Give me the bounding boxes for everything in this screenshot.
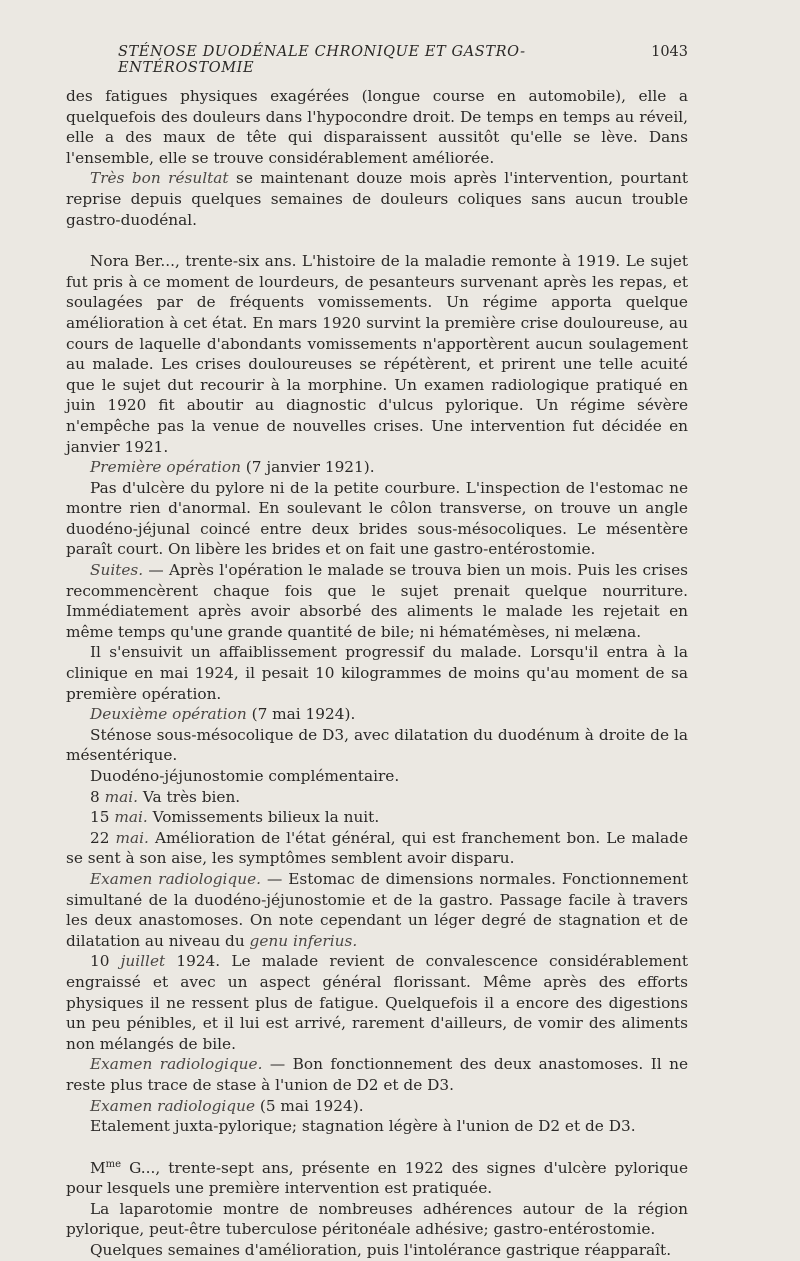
paragraph-text: (7 mai 1924). bbox=[246, 705, 356, 724]
paragraph: Duodéno-jéjunostomie complémentaire. bbox=[90, 767, 400, 785]
paragraph bbox=[66, 560, 688, 642]
paragraph-text: (5 mai 1924). bbox=[255, 1096, 364, 1115]
emphasis: Deuxième opération bbox=[90, 705, 247, 724]
emphasis: mai. bbox=[104, 787, 138, 806]
section-gap bbox=[66, 1137, 688, 1158]
paragraph: La laparotomie montre de nombreuses adhérences autour de la région pylorique, peut-être tuberculose péritonéale adhésive; gastro-entérostomie. bbox=[66, 1199, 688, 1239]
paragraph-text: (7 janvier 1921). bbox=[240, 458, 375, 477]
paragraph bbox=[66, 828, 688, 869]
date-day: 22 bbox=[90, 828, 116, 847]
emphasis: Examen radiologique bbox=[90, 1096, 255, 1115]
paragraph-text: G..., trente-sept ans, présente en 1922 des signes d'ulcère pylorique pour lesquels une première intervention est pratiquée. bbox=[66, 1158, 688, 1198]
paragraph bbox=[66, 951, 688, 1054]
paragraph: Pas d'ulcère du pylore ni de la petite courbure. L'inspection de l'estomac ne montre rien d'anormal. En soulevant le côlon transverse, on trouve un angle duodéno-jéjunal coincé entre deux brides sous-mésocoliques. Le mésentère paraît court. On libère les brides et on fait une gastro-entérostomie. bbox=[66, 478, 688, 559]
paragraph bbox=[66, 869, 688, 951]
paragraph bbox=[66, 807, 688, 828]
emphasis: mai. bbox=[114, 808, 148, 827]
paragraph: des fatigues physiques exagérées (longue course en automobile), elle a quelquefois des douleurs dans l'hypocondre droit. De temps en temps au réveil, elle a des maux de tête qui disparaissent aussitôt qu'elle se lève. Dans l'ensemble, elle se trouve considérablement améliorée. bbox=[66, 87, 688, 167]
paragraph bbox=[66, 457, 688, 478]
emphasis: Suites. bbox=[90, 561, 144, 580]
paragraph: Quelques semaines d'amélioration, puis l'intolérance gastrique réapparaît. bbox=[90, 1241, 672, 1260]
paragraph bbox=[66, 168, 688, 230]
paragraph: Sténose sous-mésocolique de D3, avec dilatation du duodénum à droite de la mésentérique. bbox=[66, 725, 688, 765]
paragraph: Il s'ensuivit un affaiblissement progressif du malade. Lorsqu'il entra à la clinique en mai 1924, il pesait 10 kilogrammes de moins qu'au moment de sa première opération. bbox=[66, 643, 688, 703]
running-title: STÉNOSE DUODÉNALE CHRONIQUE ET GASTRO-ENTÉROSTOMIE bbox=[118, 44, 526, 76]
paragraph-text: Vomissements bilieux la nuit. bbox=[147, 808, 380, 827]
date-day: 10 bbox=[90, 952, 121, 971]
emphasis: Examen radiologique. bbox=[90, 1055, 263, 1074]
running-header bbox=[118, 44, 688, 76]
paragraph bbox=[66, 704, 688, 725]
paragraph: Etalement juxta-pylorique; stagnation légère à l'union de D2 et de D3. bbox=[90, 1117, 636, 1136]
paragraph-text: se maintenant douze mois après l'intervention, pourtant reprise depuis quelques semaines de douleurs coliques sans aucun trouble gastro-duodénal. bbox=[66, 169, 688, 229]
paragraph-text: 1924. Le malade revient de convalescence considérablement engraissé et avec un aspect général florissant. Même après des efforts physiques il ne ressent plus de fatigue. Quelquefois il a encore des digestions un peu pénibles, et il lui est arrivé, rarement d'ailleurs, de vomir des aliments non mélangés de bile. bbox=[66, 952, 689, 1053]
case-paragraph bbox=[66, 1158, 688, 1199]
emphasis: Examen radiologique. bbox=[90, 869, 261, 888]
section-gap bbox=[66, 230, 688, 251]
emphasis: mai. bbox=[115, 828, 149, 847]
case-paragraph: Nora Ber..., trente-six ans. L'histoire de la maladie remonte à 1919. Le sujet fut pris à ce moment de lourdeurs, de pesanteurs survenant après les repas, et soulagées par de fréquents vomissements. Un régime apporta quelque amélioration à cet état. En mars 1920 survint la première crise douloureuse, au cours de laquelle d'abondants vomissements n'apportèrent aucun soulagement au malade. Les crises douloureuses se répétèrent, et prirent une telle acuité que le sujet dut recourir à la morphine. Un examen radiologique pratiqué en juin 1920 fit aboutir au diagnostic d'ulcus pylorique. Un régime sévère n'empêche pas la venue de nouvelles crises. Une intervention fut décidée en janvier 1921. bbox=[66, 252, 688, 456]
paragraph-text: — Bon fonctionnement des deux anastomoses. Il ne reste plus trace de stase à l'union de D2 et de D3. bbox=[66, 1055, 688, 1094]
paragraph bbox=[66, 1054, 688, 1095]
paragraph bbox=[66, 787, 688, 808]
date-day: 15 bbox=[90, 808, 115, 827]
title-abbrev: M bbox=[90, 1158, 106, 1177]
date-day: 8 bbox=[90, 787, 105, 806]
paragraph-text: — Après l'opération le malade se trouva bien un mois. Puis les crises recommencèrent chaque fois que le sujet prenait quelque nourriture. Immédiatement après avoir absorbé des aliments le malade les rejetait en même temps qu'une grande quantité de bile; ni hématémèses, ni melæna. bbox=[66, 561, 688, 641]
body-text bbox=[66, 86, 688, 1261]
page-number: 1043 bbox=[651, 44, 688, 60]
paragraph bbox=[66, 1096, 688, 1117]
emphasis: Première opération bbox=[90, 458, 241, 477]
title-abbrev-sup: me bbox=[105, 1158, 122, 1170]
paragraph-text: Amélioration de l'état général, qui est franchement bon. Le malade se sent à son aise, les symptômes semblent avoir disparu. bbox=[66, 828, 688, 868]
emphasis: juillet bbox=[120, 952, 166, 971]
paragraph-text: — Estomac de dimensions normales. Fonctionnement simultané de la duodéno-jéjunostomie et de la gastro. Passage facile à travers les deux anastomoses. On note cependant un léger degré de stagnation et de dilatation au niveau du bbox=[66, 869, 688, 950]
emphasis: genu inferius. bbox=[249, 931, 358, 950]
emphasis: Très bon résultat bbox=[90, 169, 229, 188]
paragraph-text: Va très bien. bbox=[138, 787, 241, 806]
